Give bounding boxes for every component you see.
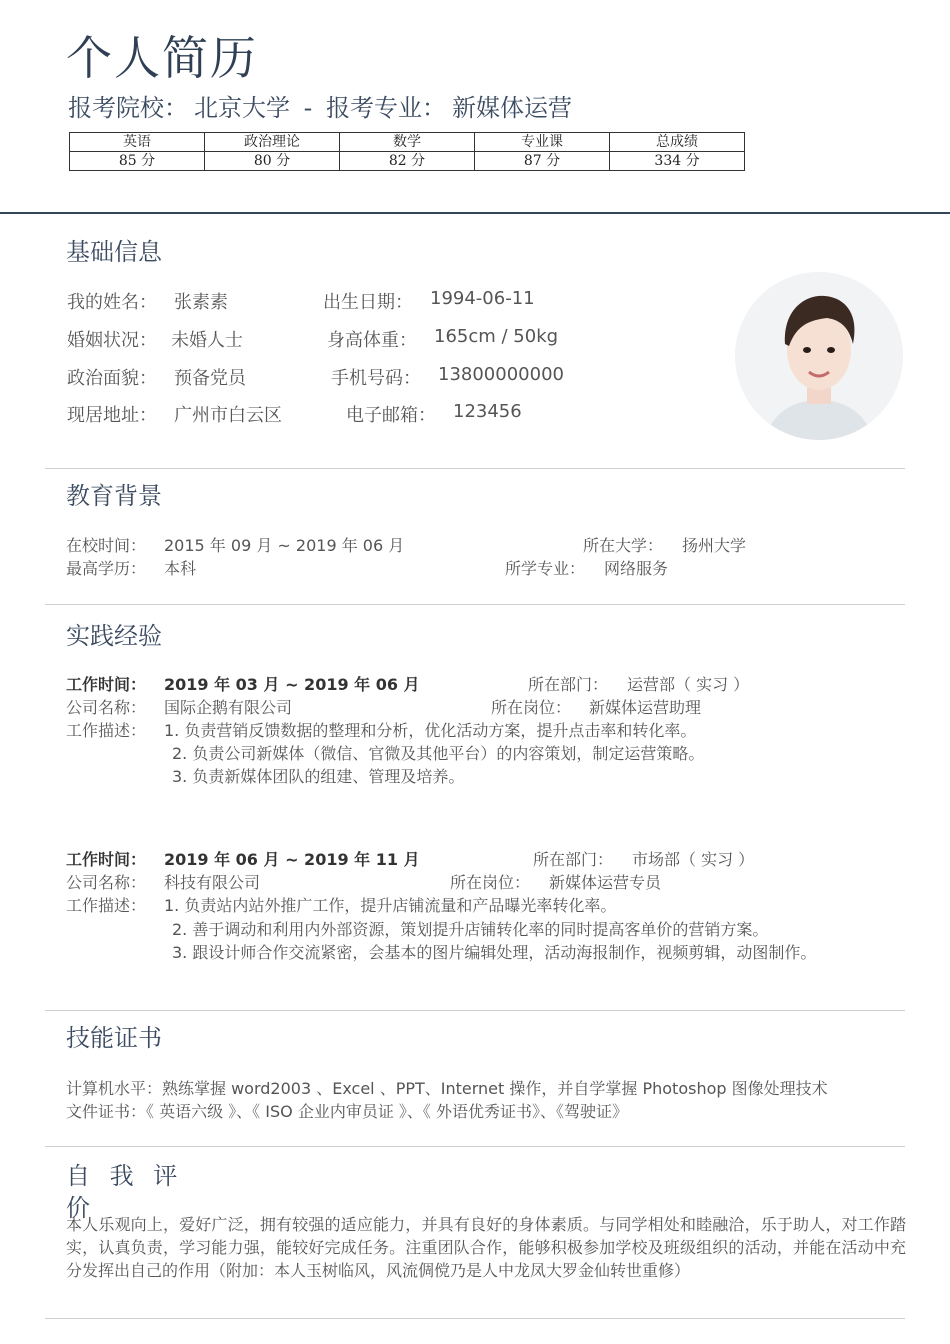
section-title-education: 教育背景 <box>66 482 162 510</box>
name-label: 我的姓名： <box>67 292 157 313</box>
job-desc-item: 1. 负责站内站外推广工作，提升店铺流量和产品曝光率转化率。 <box>164 896 617 915</box>
section-divider <box>45 604 905 605</box>
address-value: 广州市白云区 <box>174 405 282 426</box>
score-value: 85 分 <box>70 152 205 171</box>
score-value-row <box>70 152 745 171</box>
job-desc-item: 1. 负责营销反馈数据的整理和分析，优化活动方案，提升点击率和转化率。 <box>164 721 697 740</box>
job-company-label: 公司名称： <box>66 873 147 892</box>
job-post-label: 所在岗位： <box>450 873 531 892</box>
job-time-label: 工作时间： <box>66 675 147 694</box>
score-header: 数学 <box>340 133 475 152</box>
application-line <box>68 88 578 123</box>
job-post-value: 新媒体运营专员 <box>549 873 662 892</box>
job-desc-item: 2. 善于调动和利用内外部资源，策划提升店铺转化率的同时提高客单价的营销方案。 <box>172 920 769 939</box>
score-header: 总成绩 <box>610 133 745 152</box>
marital-label: 婚姻状况： <box>67 330 157 351</box>
study-major-label: 所学专业： <box>505 559 586 578</box>
avatar <box>735 272 903 440</box>
score-value: 334 分 <box>610 152 745 171</box>
job-desc-item: 2. 负责公司新媒体（微信、官微及其他平台）的内容策划，制定运营策略。 <box>172 744 705 763</box>
job-desc-label: 工作描述： <box>66 896 147 915</box>
body-label: 身高体重： <box>327 330 417 351</box>
skills-certificates: 文件证书：《 英语六级 》、《 ISO 企业内审员证 》、《 外语优秀证书》、《驾驶证》 <box>66 1102 628 1121</box>
university-value: 扬州大学 <box>682 536 747 555</box>
job-company-value: 国际企鹅有限公司 <box>164 698 293 717</box>
job-company-value: 科技有限公司 <box>164 873 261 892</box>
political-value: 预备党员 <box>174 368 246 389</box>
name-value: 张素素 <box>174 292 228 313</box>
birth-value: 1994-06-11 <box>430 288 535 309</box>
job-post-label: 所在岗位： <box>491 698 572 717</box>
major-value: 新媒体运营 <box>451 94 572 122</box>
score-header-row <box>70 133 745 152</box>
degree-value: 本科 <box>164 559 197 578</box>
phone-value: 13800000000 <box>438 364 564 385</box>
study-time-value: 2015 年 09 月 ~ 2019 年 06 月 <box>164 536 405 555</box>
job-dept-value: 市场部（ 实习 ） <box>632 850 755 869</box>
body-value: 165cm / 50kg <box>434 326 559 347</box>
degree-label: 最高学历： <box>66 559 147 578</box>
job-dept-value: 运营部（ 实习 ） <box>627 675 750 694</box>
portrait-image <box>735 272 903 440</box>
score-header: 政治理论 <box>205 133 340 152</box>
score-header: 专业课 <box>475 133 610 152</box>
score-value: 80 分 <box>205 152 340 171</box>
section-divider <box>45 1318 905 1319</box>
section-title-self-cont: 价 <box>66 1194 90 1222</box>
skills-computer: 计算机水平：熟练掌握 word2003 、Excel 、PPT、Internet 操作，并自学掌握 Photoshop 图像处理技术 <box>66 1079 828 1098</box>
phone-label: 手机号码： <box>331 368 421 389</box>
job-dept-label: 所在部门： <box>528 675 609 694</box>
score-value: 87 分 <box>475 152 610 171</box>
header-rule <box>0 212 950 214</box>
section-divider <box>45 1010 905 1011</box>
section-title-experience: 实践经验 <box>66 622 162 650</box>
job-time-value: 2019 年 06 月 ~ 2019 年 11 月 <box>164 850 420 869</box>
email-value: 123456 <box>453 401 522 422</box>
separator-dash: - <box>303 94 313 122</box>
resume-title: 个人简历 <box>66 31 258 85</box>
score-value: 82 分 <box>340 152 475 171</box>
school-label: 报考院校： <box>68 94 188 122</box>
email-label: 电子邮箱： <box>346 405 436 426</box>
section-title-skills: 技能证书 <box>66 1024 162 1052</box>
self-evaluation-text: 本人乐观向上，爱好广泛，拥有较强的适应能力，并具有良好的身体素质。与同学相处和睦融洽，乐于助人，对工作踏实，认真负责，学习能力强，能较好完成任务。注重团队合作，能够积极参加学校及班级组织的活动，并能在活动中充分发挥出自己的作用（附加：本人玉树临风，风流倜傥乃是人中龙凤大罗金仙转世重修） <box>66 1215 906 1280</box>
marital-value: 未婚人士 <box>171 330 243 351</box>
birth-label: 出生日期： <box>323 292 413 313</box>
study-time-label: 在校时间： <box>66 536 147 555</box>
job-post-value: 新媒体运营助理 <box>589 698 702 717</box>
study-major-value: 网络服务 <box>604 559 669 578</box>
job-dept-label: 所在部门： <box>533 850 614 869</box>
job-desc-label: 工作描述： <box>66 721 147 740</box>
section-divider <box>45 1146 905 1147</box>
major-label: 报考专业： <box>325 94 446 122</box>
job-company-label: 公司名称： <box>66 698 147 717</box>
section-divider <box>45 468 905 469</box>
political-label: 政治面貌： <box>67 368 157 389</box>
job-time-label: 工作时间： <box>66 850 147 869</box>
address-label: 现居地址： <box>67 405 157 426</box>
section-title-self: 自 我 评 <box>66 1162 184 1190</box>
job-desc-item: 3. 负责新媒体团队的组建、管理及培养。 <box>172 767 465 786</box>
university-label: 所在大学： <box>583 536 664 555</box>
score-header: 英语 <box>70 133 205 152</box>
job-time-value: 2019 年 03 月 ~ 2019 年 06 月 <box>164 675 420 694</box>
score-table <box>69 132 745 171</box>
job-desc-item: 3. 跟设计师合作交流紧密，会基本的图片编辑处理，活动海报制作，视频剪辑，动图制作。 <box>172 943 817 962</box>
section-title-basic: 基础信息 <box>66 238 162 266</box>
school-value: 北京大学 <box>194 94 290 122</box>
